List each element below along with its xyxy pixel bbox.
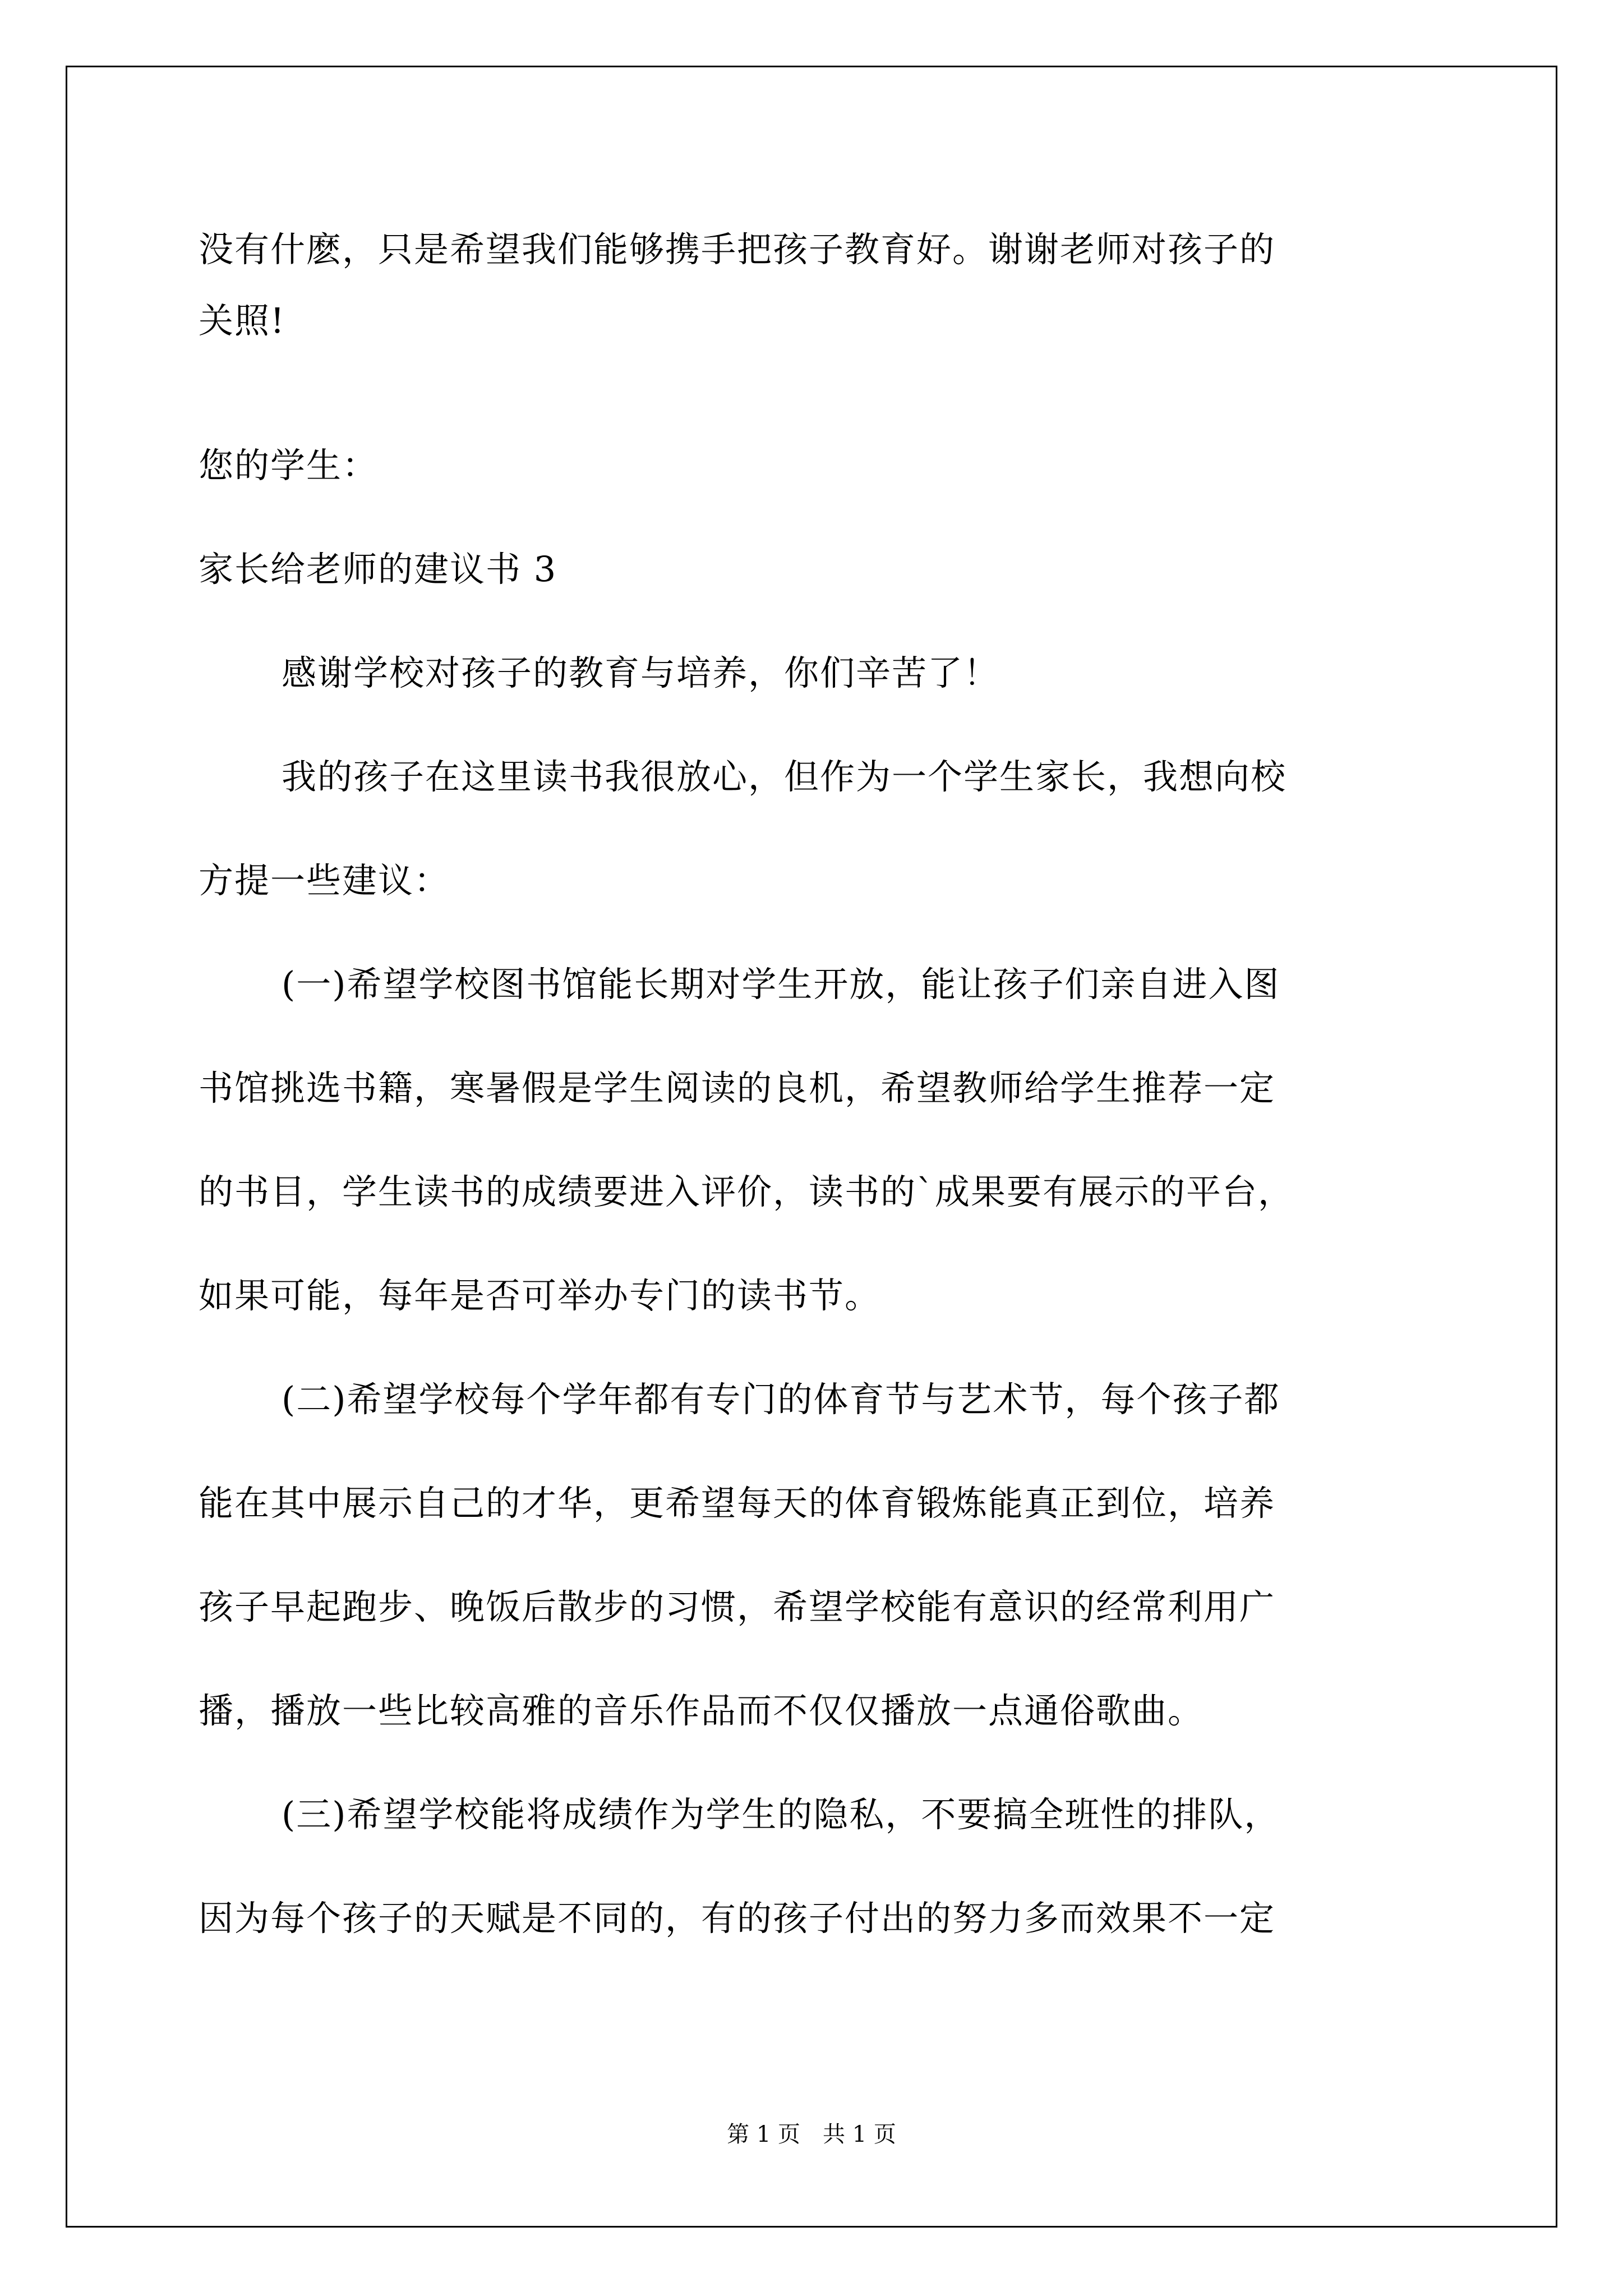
text-line: 如果可能，每年是否可举办专门的读书节。 bbox=[199, 1275, 881, 1316]
text-line: 关照! bbox=[199, 300, 285, 341]
text-line: 您的学生： bbox=[199, 445, 379, 486]
text-line: 播，播放一些比较高雅的音乐作品而不仅仅播放一点通俗歌曲。 bbox=[199, 1690, 1204, 1731]
text-line: (三)希望学校能将成绩作为学生的隐私，不要搞全班性的排队， bbox=[282, 1794, 1280, 1835]
section-heading: 家长给老师的建议书 3 bbox=[199, 549, 557, 590]
text-line: 书馆挑选书籍，寒暑假是学生阅读的良机，希望教师给学生推荐一定 bbox=[199, 1068, 1276, 1108]
page-footer: 第 1 页 共 1 页 bbox=[727, 2122, 896, 2147]
text-line: 方提一些建议： bbox=[199, 860, 450, 901]
text-line: (二)希望学校每个学年都有专门的体育节与艺术节，每个孩子都 bbox=[282, 1379, 1280, 1420]
text-line: (一)希望学校图书馆能长期对学生开放，能让孩子们亲自进入图 bbox=[282, 964, 1280, 1005]
text-line: 能在其中展示自己的才华，更希望每天的体育锻炼能真正到位，培养 bbox=[199, 1483, 1276, 1524]
text-line: 孩子早起跑步、晚饭后散步的习惯，希望学校能有意识的经常利用广 bbox=[199, 1586, 1276, 1627]
text-line: 没有什麽，只是希望我们能够携手把孩子教育好。谢谢老师对孩子的 bbox=[199, 229, 1276, 270]
text-line: 的书目，学生读书的成绩要进入评价，读书的`成果要有展示的平台， bbox=[199, 1171, 1294, 1212]
text-line: 感谢学校对孩子的教育与培养，你们辛苦了！ bbox=[282, 652, 1000, 693]
text-line: 因为每个孩子的天赋是不同的，有的孩子付出的努力多而效果不一定 bbox=[199, 1898, 1276, 1939]
text-line: 我的孩子在这里读书我很放心，但作为一个学生家长，我想向校 bbox=[282, 756, 1287, 797]
